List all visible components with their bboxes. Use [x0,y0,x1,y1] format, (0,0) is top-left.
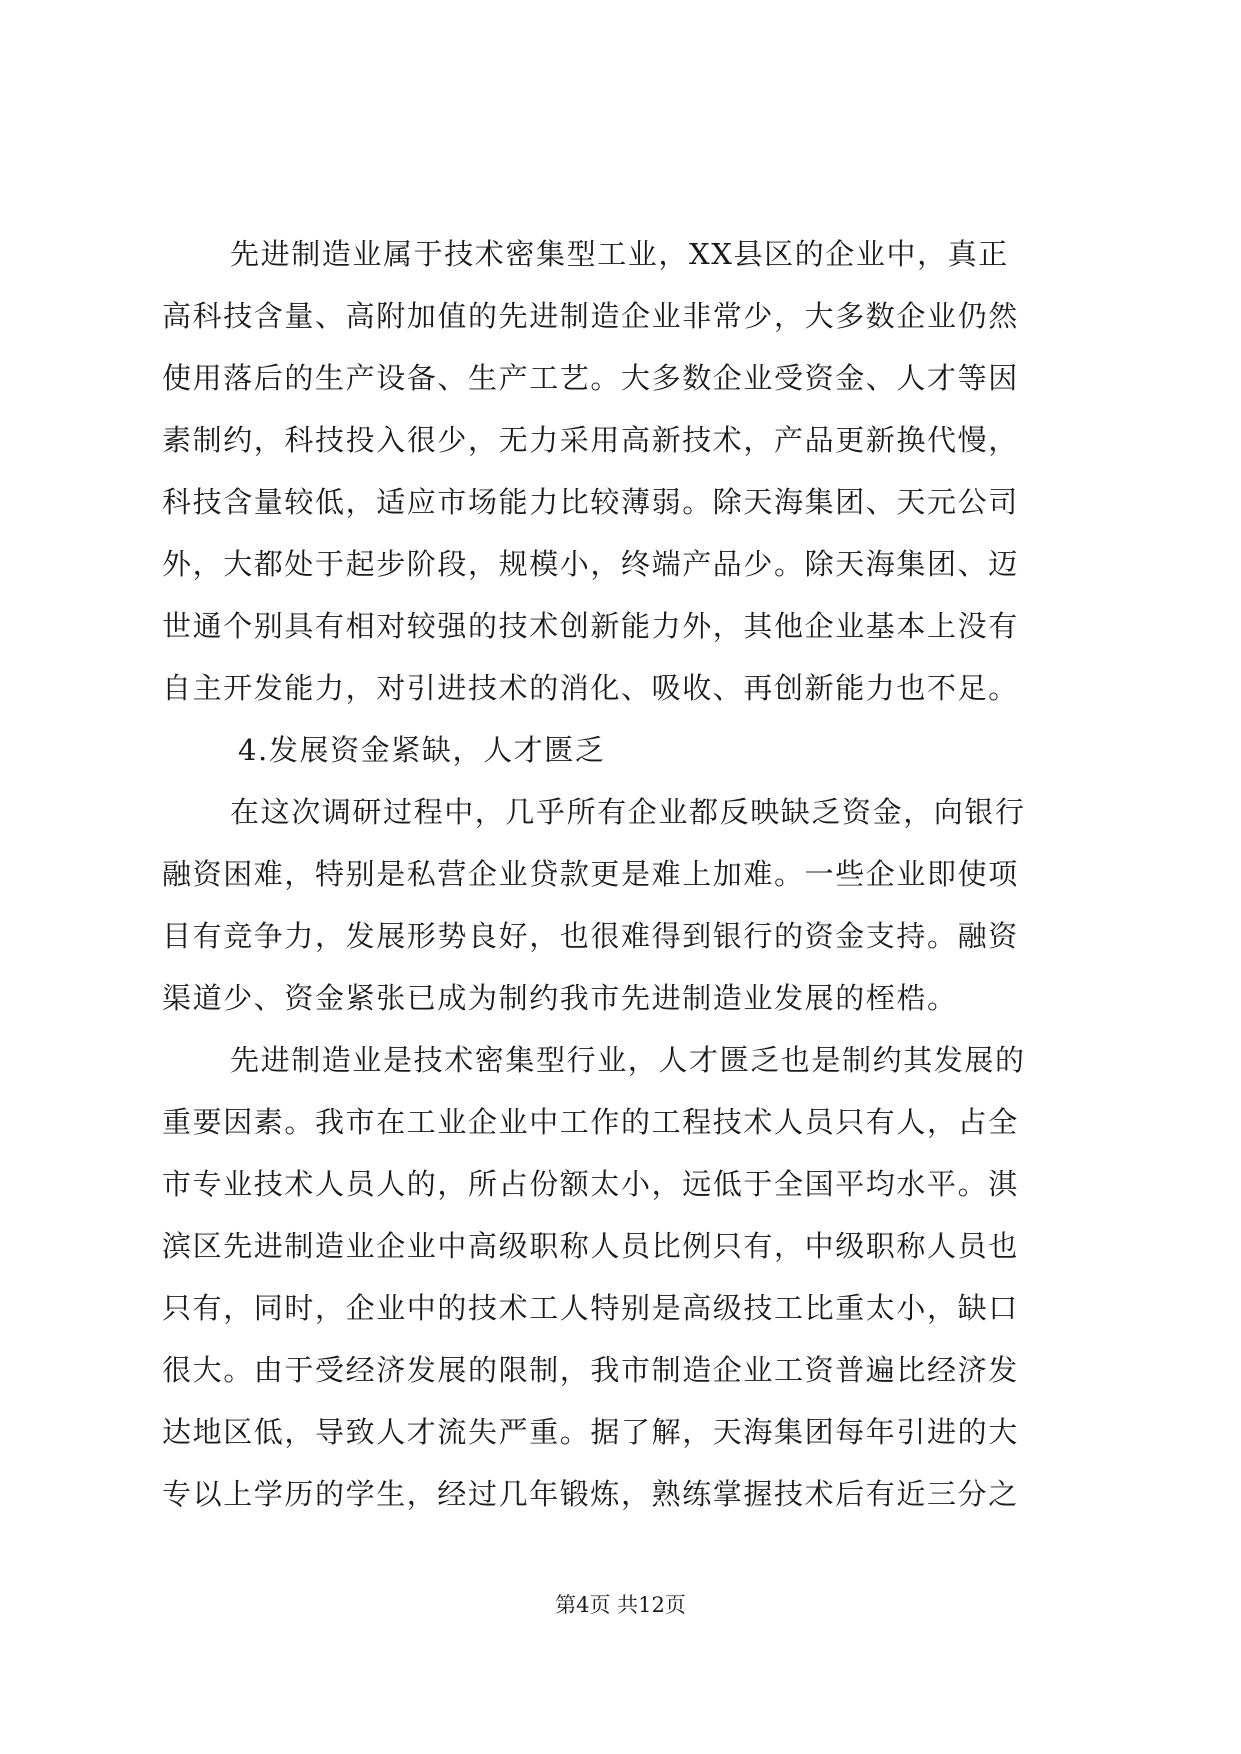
paragraph-1-line-3: 使用落后的生产设备、生产工艺。大多数企业受资金、人才等因 [162,361,1019,395]
section-heading: 4.发展资金紧缺，人才匮乏 [238,733,606,767]
paragraph-3-line-7: 达地区低，导致人才流失严重。据了解，天海集团每年引进的大 [162,1415,1019,1449]
paragraph-2-line-4: 渠道少、资金紧张已成为制约我市先进制造业发展的桎梏。 [162,981,958,1015]
paragraph-3-line-3: 市专业技术人员人的，所占份额太小，远低于全国平均水平。淇 [162,1167,1019,1201]
paragraph-3-line-4: 滨区先进制造业企业中高级职称人员比例只有，中级职称人员也 [162,1229,1019,1263]
paragraph-1-line-7: 世通个别具有相对较强的技术创新能力外，其他企业基本上没有 [162,609,1019,643]
paragraph-3-line-5: 只有，同时，企业中的技术工人特别是高级技工比重太小，缺口 [162,1291,1019,1325]
paragraph-3-line-8: 专以上学历的学生，经过几年锻炼，熟练掌握技术后有近三分之 [162,1477,1019,1511]
paragraph-1-line-6: 外，大都处于起步阶段，规模小，终端产品少。除天海集团、迈 [162,547,1019,581]
paragraph-2-line-3: 目有竞争力，发展形势良好，也很难得到银行的资金支持。融资 [162,919,1019,953]
page-number-footer: 第4页 共12页 [555,1593,686,1617]
paragraph-1-line-4: 素制约，科技投入很少，无力采用高新技术，产品更新换代慢， [162,423,1019,457]
paragraph-1-line-8: 自主开发能力，对引进技术的消化、吸收、再创新能力也不足。 [162,671,1019,705]
paragraph-3-line-2: 重要因素。我市在工业企业中工作的工程技术人员只有人，占全 [162,1105,1019,1139]
paragraph-3-line-1: 先进制造业是技术密集型行业，人才匮乏也是制约其发展的 [230,1043,1026,1077]
paragraph-1-line-1: 先进制造业属于技术密集型工业，XX县区的企业中，真正 [230,237,1009,271]
paragraph-2-line-2: 融资困难，特别是私营企业贷款更是难上加难。一些企业即使项 [162,857,1019,891]
paragraph-2-line-1: 在这次调研过程中，几乎所有企业都反映缺乏资金，向银行 [230,795,1026,829]
paragraph-3-line-6: 很大。由于受经济发展的限制，我市制造企业工资普遍比经济发 [162,1353,1019,1387]
paragraph-1-line-2: 高科技含量、高附加值的先进制造企业非常少，大多数企业仍然 [162,299,1019,333]
paragraph-1-line-5: 科技含量较低，适应市场能力比较薄弱。除天海集团、天元公司 [162,485,1019,519]
